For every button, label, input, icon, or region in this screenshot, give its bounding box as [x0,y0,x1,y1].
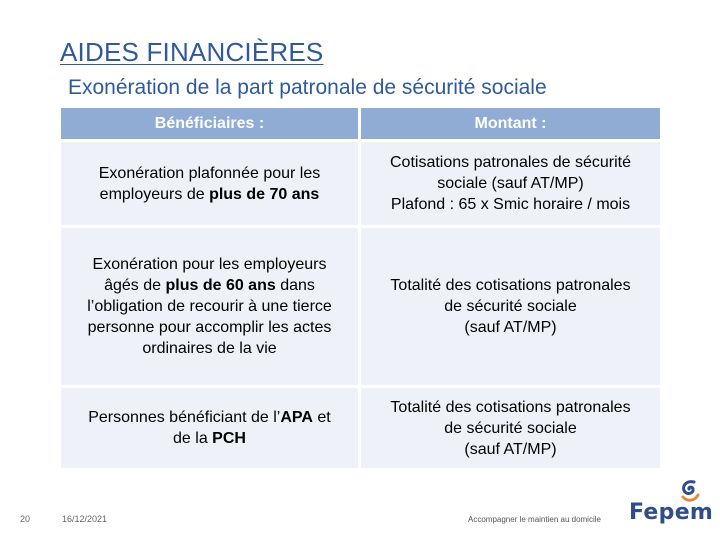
cell-text: de sécurité sociale [444,419,577,437]
beneficiary-cell [61,388,358,468]
logo-wordmark: Fepem [629,500,714,525]
beneficiary-cell [61,228,358,385]
slide-date: 16/12/2021 [62,514,108,524]
slide-subtitle: Exonération de la part patronale de sécurité sociale [68,76,547,99]
header-beneficiaries: Bénéficiaires : [61,108,358,139]
amount-cell [361,388,660,468]
cell-text: (sauf AT/MP) [464,440,557,458]
cell-text: sociale (sauf AT/MP) [437,175,584,192]
cell-emphasis: APA [280,409,313,426]
cell-text: dans [275,277,315,294]
footer-tagline: Accompagner le maintien au domicile [468,515,601,524]
cell-text: ordinaires de la vie [142,340,277,357]
aid-table [61,108,660,468]
cell-text: de sécurité sociale [444,298,577,315]
cell-text: Totalité des cotisations patronales [390,398,631,416]
beneficiary-cell [61,142,358,225]
table-header-row [61,108,660,139]
cell-text: (sauf AT/MP) [464,319,557,336]
cell-text: employeurs de [99,185,210,203]
amount-cell [361,228,660,385]
cell-text: et [312,409,331,426]
cell-emphasis: PCH [212,430,246,447]
cell-emphasis: plus de 60 ans [165,277,276,294]
fepem-logo [627,478,714,526]
cell-text: Plafond : 65 x Smic horaire / mois [390,196,631,213]
cell-text: Totalité des cotisations patronales [390,277,631,294]
cell-text: personne pour accomplir les actes [87,319,332,336]
page-number: 20 [20,514,31,524]
cell-text: l’obligation de recourir à une tierce [87,298,332,315]
cell-emphasis: plus de 70 ans [209,185,320,203]
cell-text: Cotisations patronales de sécurité [389,154,632,171]
header-amount: Montant : [361,108,660,139]
cell-text: Personnes bénéficiant de l’ [88,409,281,426]
cell-text: Exonération plafonnée pour les [98,164,321,182]
cell-text: Exonération pour les employeurs [92,256,327,273]
table-row [61,142,660,225]
slide-title: AIDES FINANCIÈRES [60,37,324,67]
table-row [61,388,660,468]
cell-text: de la [173,430,213,447]
amount-cell [361,142,660,225]
cell-text: âgés de [104,277,166,294]
table-row [61,228,660,385]
